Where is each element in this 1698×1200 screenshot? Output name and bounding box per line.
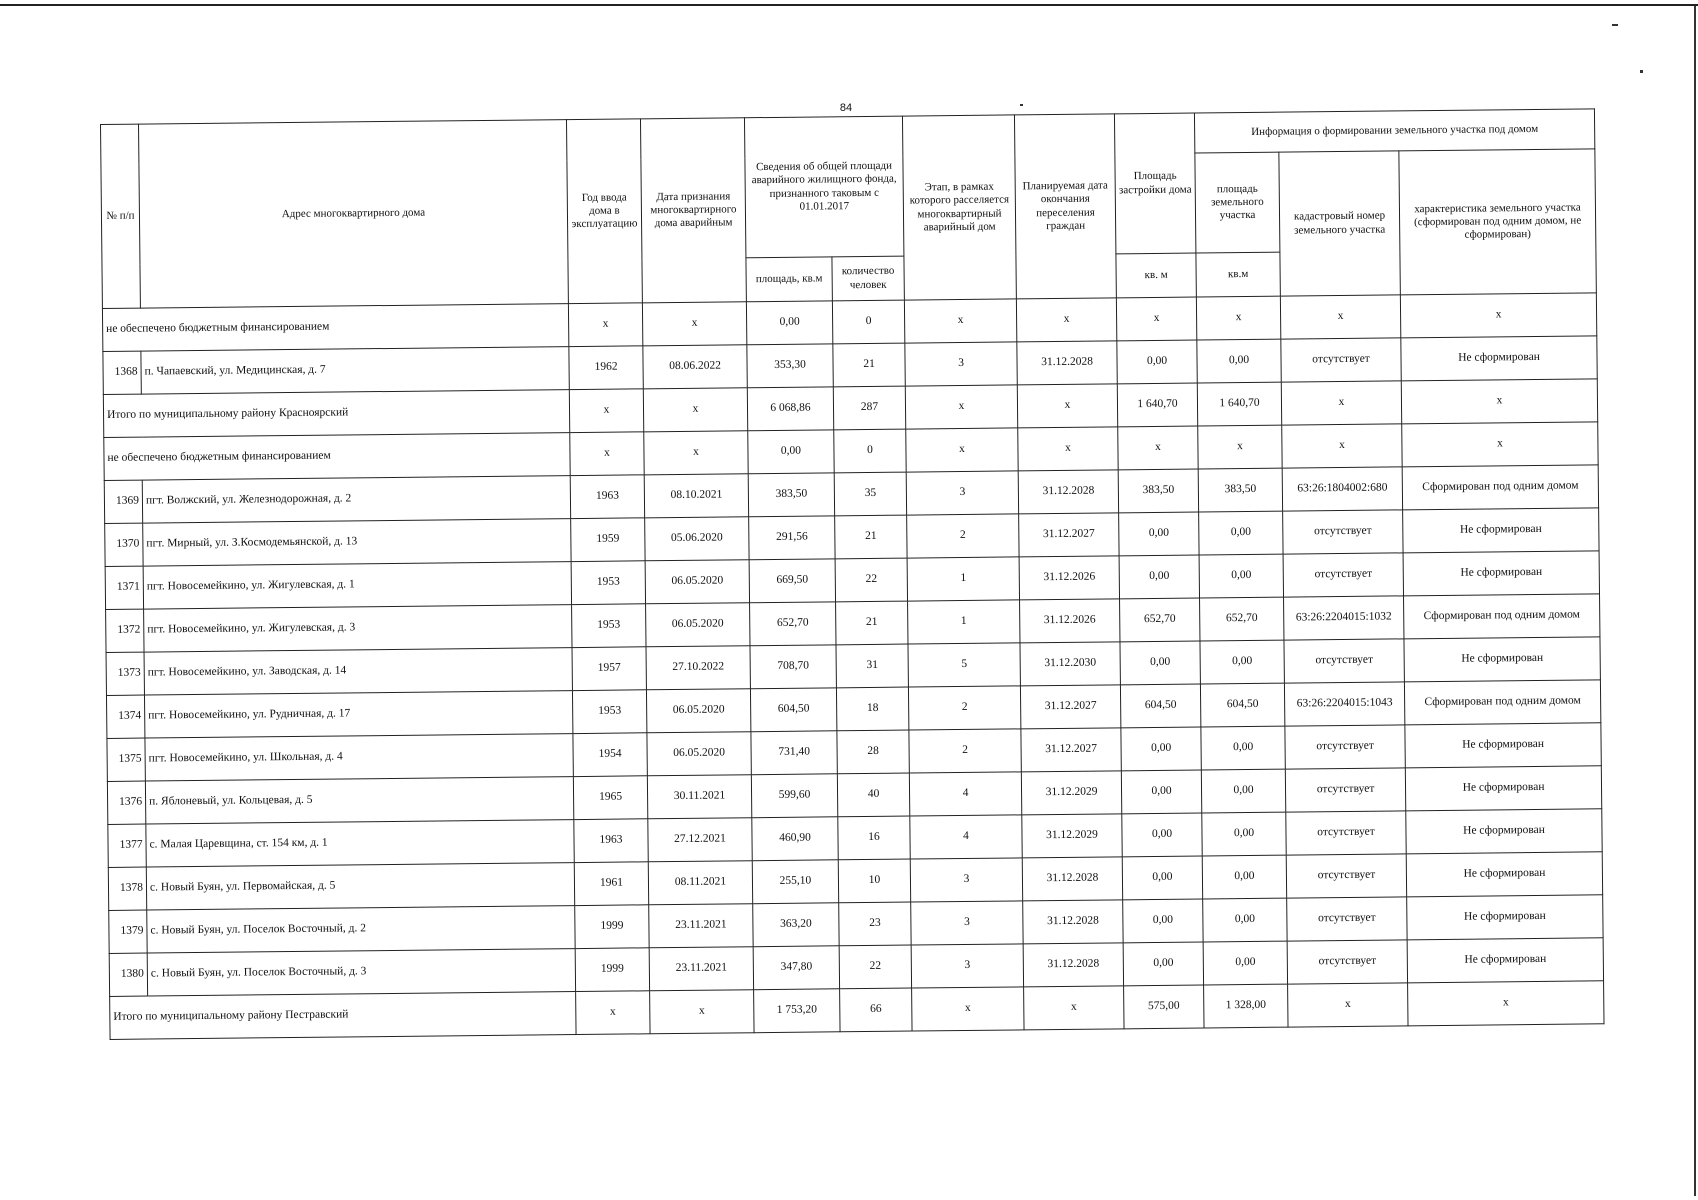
cell-date: 27.12.2021	[648, 818, 752, 862]
cell-people: 66	[840, 988, 912, 1032]
cell-date: 08.06.2022	[643, 345, 747, 389]
cell-planned: 31.12.2030	[1020, 642, 1120, 686]
cell-year: 1959	[571, 518, 645, 562]
cell-char: Не сформирован	[1406, 852, 1602, 897]
row-address: пгт. Волжский, ул. Железнодорожная, д. 2	[142, 476, 570, 523]
cell-people: 23	[839, 902, 911, 946]
cell-planned: 31.12.2027	[1020, 685, 1120, 729]
cell-area: 363,20	[753, 903, 839, 947]
cell-land: 0,00	[1199, 554, 1283, 598]
cell-stage: 3	[910, 858, 1022, 902]
cell-people: 28	[837, 730, 909, 774]
row-address: пгт. Новосемейкино, ул. Жигулевская, д. 1	[143, 562, 571, 609]
cell-land: x	[1196, 296, 1280, 340]
cell-cad: отсутствует	[1283, 553, 1403, 597]
cell-planned: 31.12.2027	[1019, 513, 1119, 557]
header-stage: Этап, в рамках которого расселяется многоквартирный аварийный дом	[902, 115, 1016, 300]
cell-stage: 2	[907, 514, 1019, 558]
cell-built: 0,00	[1119, 512, 1199, 556]
cell-land: 604,50	[1200, 683, 1284, 727]
cell-area: 708,70	[750, 645, 836, 689]
row-address: с. Новый Буян, ул. Поселок Восточный, д. 3	[147, 949, 575, 996]
header-built-area: Площадь застройки дома	[1114, 113, 1195, 254]
cell-people: 35	[834, 472, 906, 516]
cell-people: 287	[833, 386, 905, 430]
cell-built: 652,70	[1120, 598, 1200, 642]
cell-stage: 3	[911, 901, 1023, 945]
row-address: пгт. Новосемейкино, ул. Рудничная, д. 17	[144, 691, 572, 738]
cell-people: 21	[833, 343, 905, 387]
cell-people: 0	[832, 300, 904, 344]
cell-year: 1953	[571, 561, 645, 605]
cell-built: x	[1118, 426, 1198, 470]
cell-char: Не сформирован	[1407, 895, 1603, 940]
cell-land: 0,00	[1203, 898, 1287, 942]
cell-land: 0,00	[1201, 769, 1285, 813]
cell-area: 347,80	[753, 946, 839, 990]
cell-date: 08.11.2021	[648, 861, 752, 905]
cell-land: 0,00	[1200, 640, 1284, 684]
cell-year: 1953	[572, 690, 646, 734]
page-number: 84	[839, 102, 853, 114]
row-number: 1380	[109, 953, 147, 996]
cell-cad: отсутствует	[1287, 940, 1407, 984]
cell-year: x	[569, 389, 643, 433]
summary-label: Итого по муниципальному району Пестравский	[110, 992, 576, 1040]
cell-year: x	[576, 991, 650, 1035]
housing-table-sheet	[100, 108, 1604, 1040]
cell-people: 0	[834, 429, 906, 473]
cell-cad: отсутствует	[1286, 811, 1406, 855]
cell-year: 1957	[572, 647, 646, 691]
row-number: 1377	[108, 824, 146, 867]
cell-area: 383,50	[748, 473, 834, 517]
cell-area: 6 068,86	[747, 387, 833, 431]
cell-built: 604,50	[1120, 684, 1200, 728]
cell-built: 0,00	[1121, 770, 1201, 814]
cell-char: Не сформирован	[1405, 723, 1601, 768]
row-number: 1368	[103, 351, 141, 394]
cell-cad: отсутствует	[1283, 510, 1403, 554]
cell-built: 383,50	[1118, 469, 1198, 513]
cell-char: Не сформирован	[1405, 766, 1601, 811]
cell-area: 652,70	[750, 602, 836, 646]
cell-area: 291,56	[749, 516, 835, 560]
cell-planned: 31.12.2027	[1021, 728, 1121, 772]
cell-char: Сформирован под одним домом	[1402, 465, 1598, 510]
cell-date: x	[642, 302, 746, 346]
cell-stage: x	[905, 385, 1017, 429]
table-header	[101, 109, 1597, 309]
summary-label: Итого по муниципальному району Красноярский	[103, 390, 569, 438]
row-address: пгт. Новосемейкино, ул. Школьная, д. 4	[145, 734, 573, 781]
cell-cad: отсутствует	[1286, 854, 1406, 898]
cell-stage: 1	[908, 600, 1020, 644]
cell-date: 06.05.2020	[646, 689, 750, 733]
cell-built: 0,00	[1123, 942, 1203, 986]
cell-land: 0,00	[1197, 339, 1281, 383]
row-number: 1371	[105, 566, 143, 609]
cell-land: 0,00	[1201, 726, 1285, 770]
cell-built: 0,00	[1122, 813, 1202, 857]
cell-planned: 31.12.2028	[1022, 857, 1122, 901]
cell-date: 06.05.2020	[647, 732, 751, 776]
header-area-info: Сведения об общей площади аварийного жилищного фонда, признанного таковым с 01.01.2017	[744, 116, 903, 258]
header-people-sub: количество человек	[832, 256, 904, 301]
cell-stage: 3	[906, 471, 1018, 515]
scan-speck	[1020, 104, 1023, 106]
cell-stage: 5	[908, 643, 1020, 687]
row-address: с. Малая Царевщина, ст. 154 км, д. 1	[146, 820, 574, 867]
cell-year: x	[570, 432, 644, 476]
cell-stage: 3	[905, 342, 1017, 386]
cell-planned: 31.12.2028	[1023, 943, 1123, 987]
table-body	[102, 293, 1604, 1040]
cell-land: 0,00	[1203, 941, 1287, 985]
cell-area: 460,90	[752, 817, 838, 861]
cell-built: 0,00	[1122, 856, 1202, 900]
header-date-emergency: Дата признания многоквартирного дома аварийным	[640, 118, 746, 303]
cell-cad: отсутствует	[1284, 639, 1404, 683]
cell-people: 10	[838, 859, 910, 903]
cell-char: Не сформирован	[1407, 938, 1603, 983]
cell-planned: 31.12.2028	[1018, 470, 1118, 514]
cell-date: 27.10.2022	[646, 646, 750, 690]
row-address: п. Чапаевский, ул. Медицинская, д. 7	[141, 347, 569, 394]
row-address: с. Новый Буян, ул. Поселок Восточный, д. 2	[147, 906, 575, 953]
scan-edge-top	[0, 4, 1698, 6]
cell-stage: x	[906, 428, 1018, 472]
cell-char: Не сформирован	[1403, 551, 1599, 596]
cell-stage: x	[904, 299, 1016, 343]
cell-year: 1965	[573, 776, 647, 820]
cell-people: 21	[836, 601, 908, 645]
cell-built: 1 640,70	[1117, 383, 1197, 427]
row-number: 1373	[106, 652, 144, 695]
cell-area: 599,60	[751, 774, 837, 818]
cell-area: 0,00	[746, 301, 832, 345]
cell-planned: 31.12.2026	[1020, 599, 1120, 643]
header-cadastral: кадастровый номер земельного участка	[1279, 151, 1401, 296]
cell-land: 1 328,00	[1204, 984, 1288, 1028]
cell-date: 23.11.2021	[649, 904, 753, 948]
summary-label: не обеспечено бюджетным финансированием	[104, 433, 570, 481]
cell-year: 1999	[575, 948, 649, 992]
cell-cad: x	[1288, 983, 1408, 1027]
row-address: пгт. Новосемейкино, ул. Жигулевская, д. 3	[144, 605, 572, 652]
scan-edge-right	[1694, 6, 1696, 1196]
row-number: 1376	[107, 781, 145, 824]
cell-planned: x	[1016, 298, 1116, 342]
header-land-area-unit: кв.м	[1196, 252, 1280, 297]
cell-char: Не сформирован	[1406, 809, 1602, 854]
cell-stage: 4	[910, 815, 1022, 859]
row-number: 1369	[104, 480, 142, 523]
cell-year: 1954	[573, 733, 647, 777]
cell-cad: x	[1281, 381, 1401, 425]
cell-stage: 2	[908, 686, 1020, 730]
cell-area: 669,50	[749, 559, 835, 603]
header-land-info: Информация о формировании земельного участка под домом	[1194, 109, 1594, 153]
cell-date: 06.05.2020	[646, 603, 750, 647]
header-address: Адрес многоквартирного дома	[139, 120, 569, 308]
cell-date: x	[643, 388, 747, 432]
cell-year: 1999	[575, 905, 649, 949]
header-built-area-unit: кв. м	[1116, 253, 1196, 298]
cell-char: x	[1400, 293, 1596, 338]
cell-planned: 31.12.2026	[1019, 556, 1119, 600]
cell-cad: 63:26:1804002:680	[1282, 467, 1402, 511]
row-number: 1370	[105, 523, 143, 566]
cell-area: 255,10	[752, 860, 838, 904]
cell-cad: 63:26:2204015:1032	[1284, 596, 1404, 640]
cell-area: 0,00	[748, 430, 834, 474]
cell-char: Не сформирован	[1404, 637, 1600, 682]
cell-land: 0,00	[1202, 855, 1286, 899]
cell-people: 21	[835, 515, 907, 559]
cell-year: 1961	[574, 862, 648, 906]
cell-built: x	[1116, 297, 1196, 341]
row-number: 1372	[106, 609, 144, 652]
cell-area: 731,40	[751, 731, 837, 775]
summary-label: не обеспечено бюджетным финансированием	[102, 304, 568, 352]
header-num: № п/п	[101, 124, 141, 308]
cell-cad: отсутствует	[1287, 897, 1407, 941]
cell-year: 1953	[572, 604, 646, 648]
cell-land: 1 640,70	[1197, 382, 1281, 426]
cell-people: 40	[837, 773, 909, 817]
cell-area: 1 753,20	[754, 989, 840, 1033]
row-number: 1375	[107, 738, 145, 781]
cell-stage: 4	[909, 772, 1021, 816]
cell-land: 0,00	[1202, 812, 1286, 856]
header-land-area: площадь земельного участка	[1195, 152, 1280, 253]
header-year: Год ввода дома в эксплуатацию	[566, 119, 642, 304]
row-address: с. Новый Буян, ул. Первомайская, д. 5	[146, 863, 574, 910]
cell-char: Сформирован под одним домом	[1404, 594, 1600, 639]
cell-stage: 1	[907, 557, 1019, 601]
cell-planned: x	[1018, 427, 1118, 471]
cell-date: x	[650, 990, 754, 1034]
cell-area: 604,50	[750, 688, 836, 732]
row-number: 1378	[108, 867, 146, 910]
cell-date: 08.10.2021	[644, 474, 748, 518]
cell-built: 575,00	[1124, 985, 1204, 1029]
cell-planned: x	[1017, 384, 1117, 428]
cell-cad: 63:26:2204015:1043	[1284, 682, 1404, 726]
scan-speck	[1640, 70, 1643, 73]
cell-char: Не сформирован	[1403, 508, 1599, 553]
header-planned-date: Планируемая дата окончания переселения граждан	[1014, 114, 1116, 299]
cell-planned: 31.12.2029	[1022, 814, 1122, 858]
cell-built: 0,00	[1120, 641, 1200, 685]
cell-char: x	[1401, 379, 1597, 424]
cell-date: 30.11.2021	[647, 775, 751, 819]
cell-people: 31	[836, 644, 908, 688]
cell-cad: отсутствует	[1285, 725, 1405, 769]
cell-built: 0,00	[1121, 727, 1201, 771]
cell-cad: отсутствует	[1285, 768, 1405, 812]
emergency-housing-table	[100, 108, 1605, 1040]
row-address: пгт. Новосемейкино, ул. Заводская, д. 14	[144, 648, 572, 695]
cell-date: 06.05.2020	[645, 560, 749, 604]
cell-stage: x	[912, 987, 1024, 1031]
cell-char: x	[1402, 422, 1598, 467]
cell-date: 23.11.2021	[649, 947, 753, 991]
row-number: 1374	[106, 695, 144, 738]
cell-built: 0,00	[1117, 340, 1197, 384]
cell-land: 652,70	[1200, 597, 1284, 641]
cell-people: 16	[838, 816, 910, 860]
header-area-sub: площадь, кв.м	[746, 257, 832, 302]
cell-cad: x	[1282, 424, 1402, 468]
cell-char: x	[1408, 981, 1604, 1026]
scan-speck	[1612, 24, 1618, 26]
cell-year: 1962	[569, 346, 643, 390]
cell-date: x	[644, 431, 748, 475]
cell-stage: 2	[909, 729, 1021, 773]
cell-planned: 31.12.2029	[1021, 771, 1121, 815]
cell-planned: 31.12.2028	[1017, 341, 1117, 385]
cell-year: 1963	[570, 475, 644, 519]
cell-land: x	[1198, 425, 1282, 469]
row-address: пгт. Мирный, ул. З.Космодемьянской, д. 13	[143, 519, 571, 566]
cell-built: 0,00	[1119, 555, 1199, 599]
cell-char: Сформирован под одним домом	[1404, 680, 1600, 725]
cell-date: 05.06.2020	[645, 517, 749, 561]
cell-land: 0,00	[1199, 511, 1283, 555]
cell-year: 1963	[574, 819, 648, 863]
cell-char: Не сформирован	[1401, 336, 1597, 381]
cell-stage: 3	[911, 944, 1023, 988]
cell-planned: 31.12.2028	[1023, 900, 1123, 944]
row-number: 1379	[109, 910, 147, 953]
cell-area: 353,30	[747, 344, 833, 388]
header-land-char: характеристика земельного участка (сформирован под одним домом, не сформирован)	[1399, 149, 1597, 295]
cell-built: 0,00	[1123, 899, 1203, 943]
cell-cad: x	[1280, 295, 1400, 339]
cell-land: 383,50	[1198, 468, 1282, 512]
cell-planned: x	[1024, 986, 1124, 1030]
cell-cad: отсутствует	[1281, 338, 1401, 382]
row-address: п. Яблоневый, ул. Кольцевая, д. 5	[145, 777, 573, 824]
cell-year: x	[568, 303, 642, 347]
cell-people: 22	[835, 558, 907, 602]
cell-people: 22	[839, 945, 911, 989]
cell-people: 18	[836, 687, 908, 731]
